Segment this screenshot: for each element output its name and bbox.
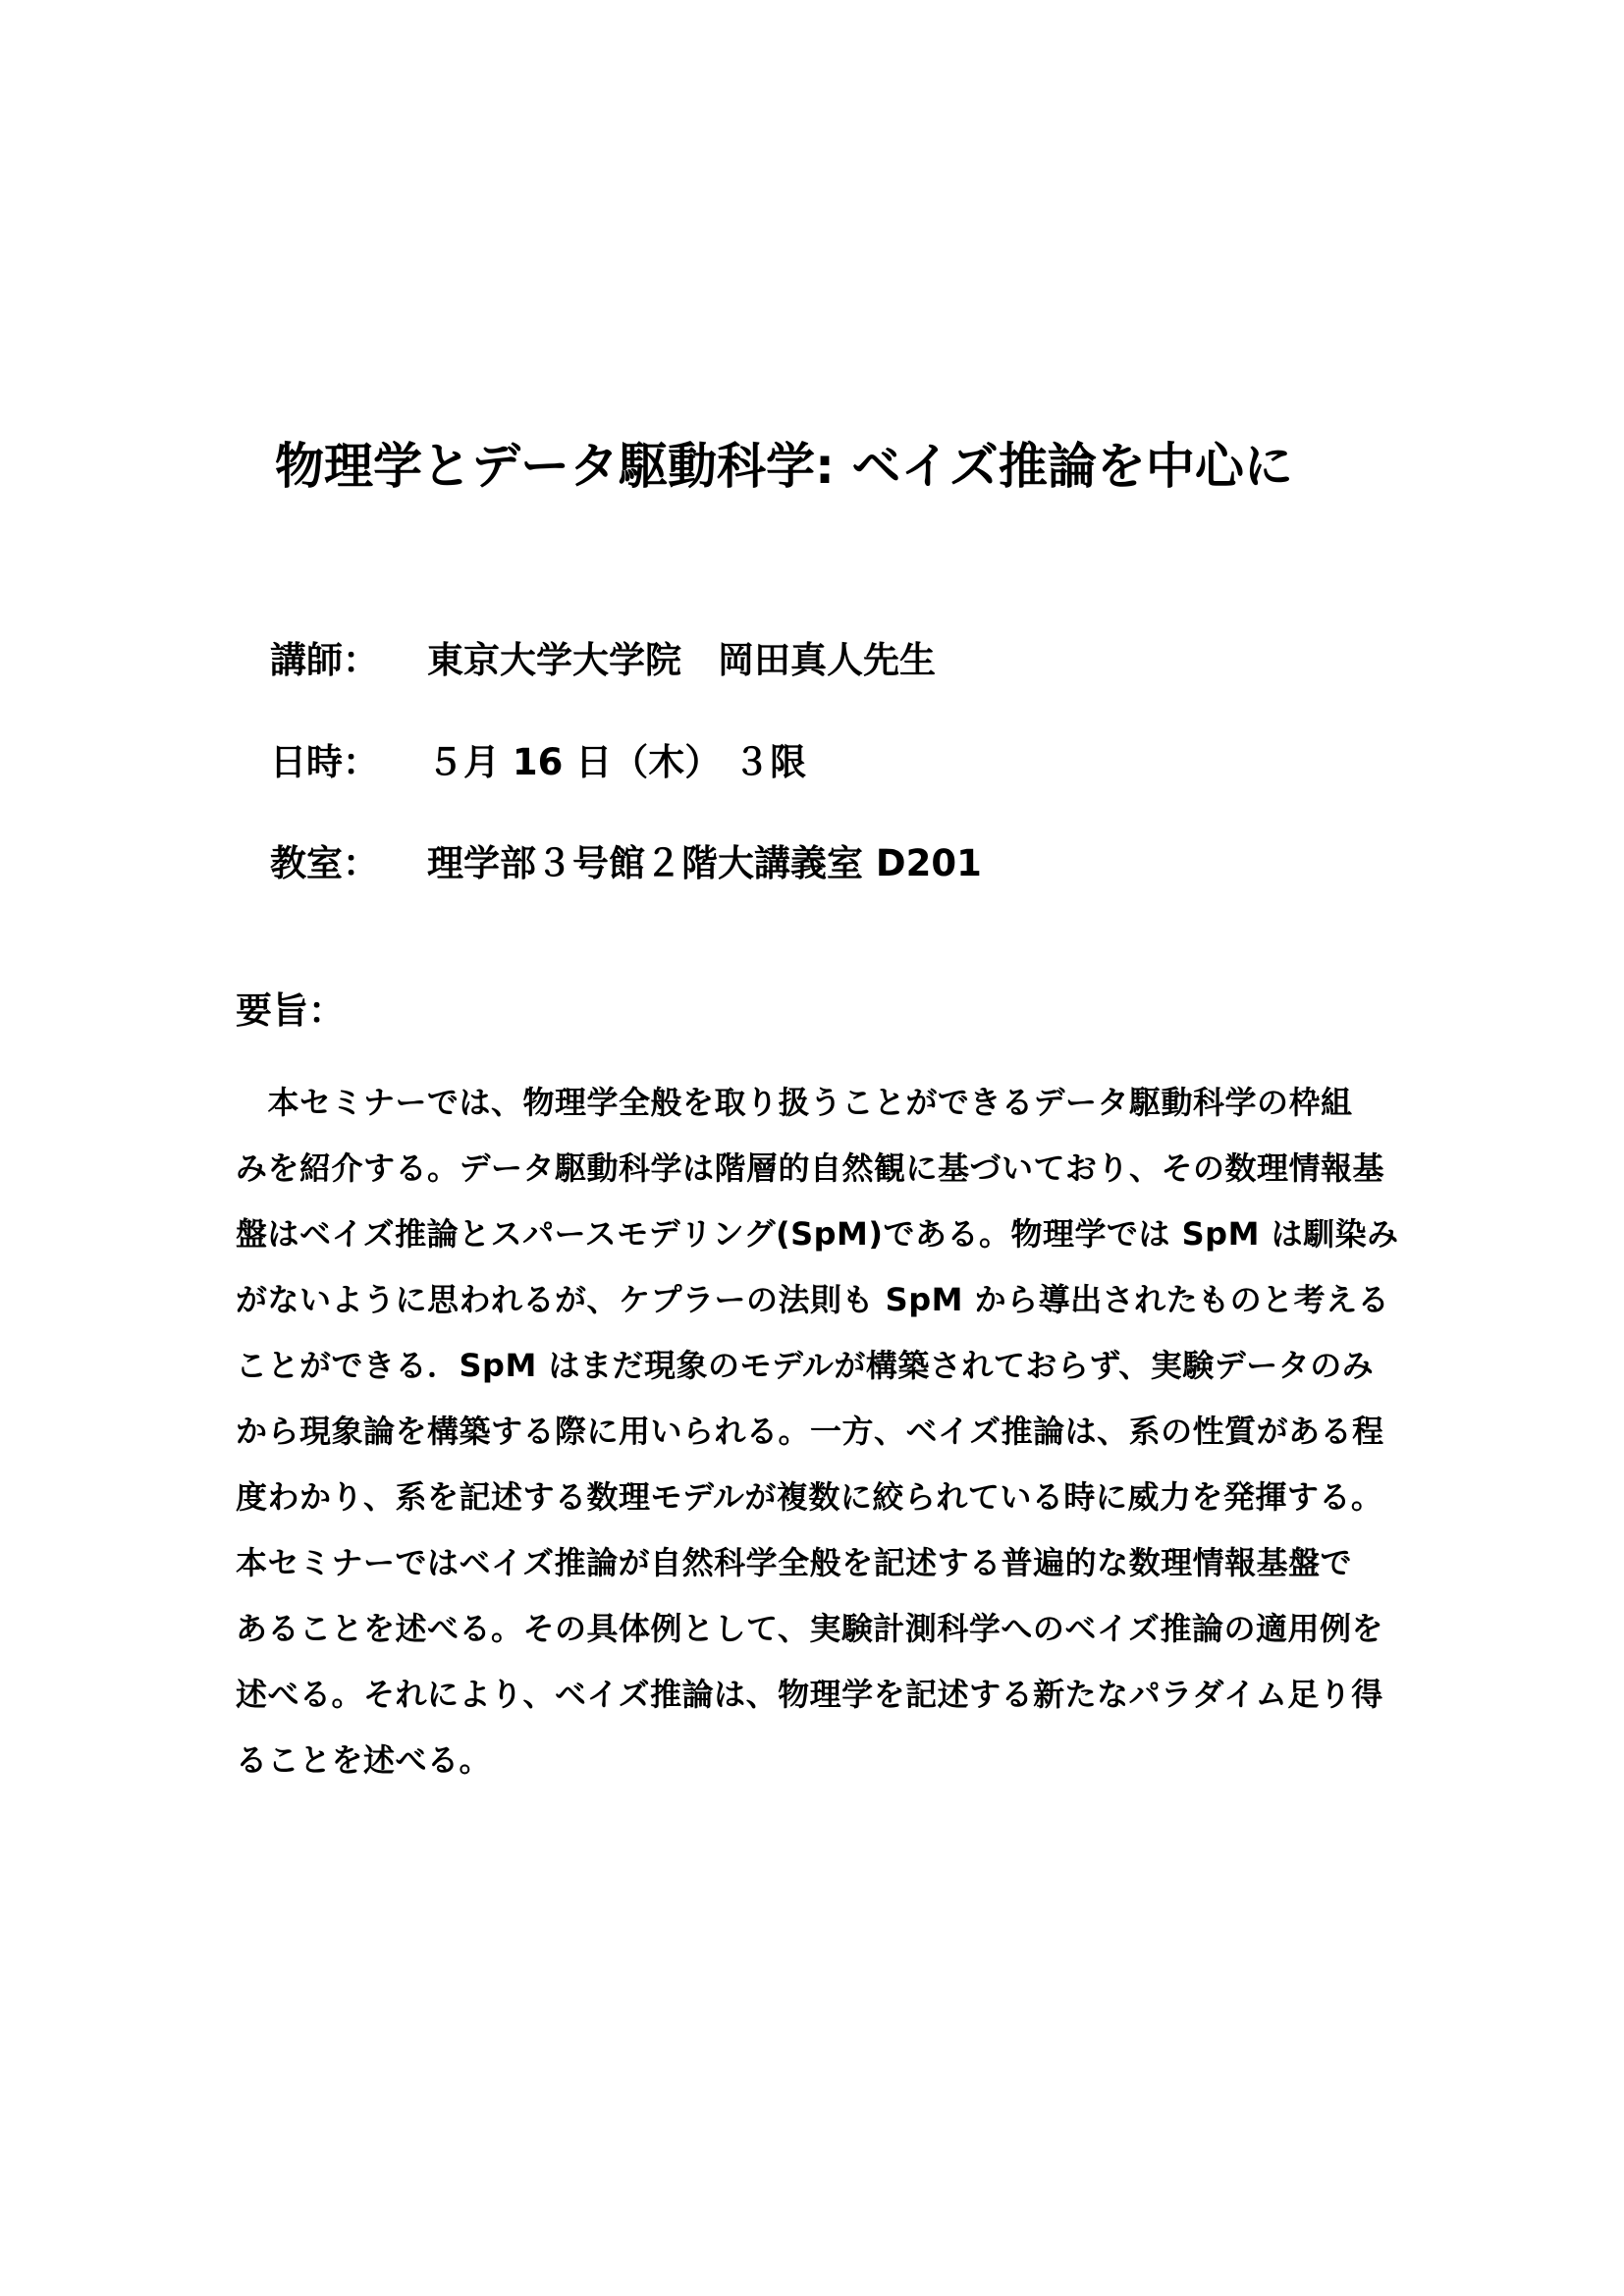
room-value: 理学部３号館２階大講義室 D201: [427, 842, 982, 884]
lecturer-label: 講師：: [270, 639, 379, 681]
summary-line: 述べる。それにより、ベイズ推論は、物理学を記述する新たなパラダイム足り得: [236, 1676, 1383, 1713]
summary-line: 度わかり、系を記述する数理モデルが複数に絞られている時に威力を発揮する。: [236, 1478, 1383, 1516]
lecturer-value: 東京大学大学院 岡田真人先生: [427, 639, 936, 681]
summary-heading: 要旨：: [236, 989, 345, 1032]
room-label: 教室：: [270, 842, 379, 884]
summary-line: 本セミナーでは、物理学全般を取り扱うことができるデータ駆動科学の枠組: [236, 1084, 1353, 1121]
summary-body: [236, 1070, 1404, 1793]
datetime-value: ５月 16 日（木） ３限: [427, 741, 807, 783]
summary-line: から現象論を構築する際に用いられる。一方、ベイズ推論は、系の性質がある程: [236, 1413, 1384, 1450]
summary-line: がないように思われるが、ケプラーの法則も SpM から導出されたものと考える: [236, 1281, 1390, 1318]
datetime-row: [270, 738, 1350, 787]
summary-line: ことができる．SpM はまだ現象のモデルが構築されておらず、実験データのみ: [236, 1347, 1375, 1384]
summary-line: 盤はベイズ推論とスパースモデリング(SpM)である。物理学では SpM は馴染み: [236, 1215, 1399, 1253]
summary-line: 本セミナーではベイズ推論が自然科学全般を記述する普遍的な数理情報基盤で: [236, 1544, 1353, 1581]
lecturer-row: [270, 636, 1350, 685]
summary-line: ることを述べる。: [236, 1741, 492, 1779]
summary-line: あることを述べる。その具体例として、実験計測科学へのベイズ推論の適用例を: [236, 1610, 1384, 1647]
document-title: 物理学とデータ駆動科学: ベイズ推論を中心に: [275, 438, 1293, 495]
datetime-label: 日時：: [270, 741, 379, 783]
summary-line: みを紹介する。データ駆動科学は階層的自然観に基づいており、その数理情報基: [236, 1149, 1385, 1187]
room-row: [270, 839, 1350, 888]
